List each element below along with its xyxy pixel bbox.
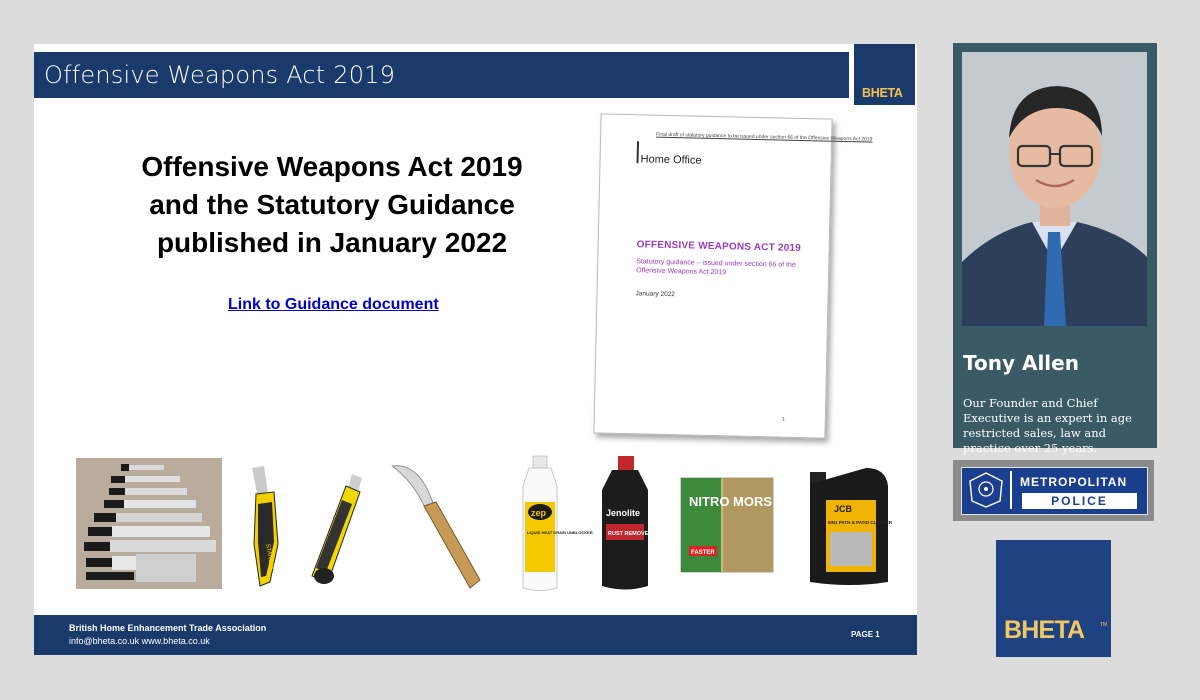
pruning-knife-image [390,462,482,590]
slide-title: Offensive Weapons Act 2019 [44,61,396,89]
jenolite-label: RUST REMOVER [608,531,653,537]
document-header-note: Final draft of statutory guidance to be issued under section 66 of the Offensive Weapons Act 2019 [656,131,873,143]
profile-name: Tony Allen [963,351,1079,375]
zep-brand: zep [531,508,547,518]
snap-off-cutter-image [306,472,376,587]
slide-title-bar [34,52,849,98]
jcb-brand: JCB [834,504,853,514]
bheta-logo-tm: TM [1100,622,1108,628]
jenolite-rust-remover-image [598,456,652,593]
heading-line-2: and the Statutory Guidance [149,189,515,220]
guidance-document-link[interactable]: Link to Guidance document [228,296,439,313]
nitromors-badge: FASTER [691,550,715,556]
met-line-1: METROPOLITAN [1020,475,1128,489]
met-crest-icon [966,471,1012,509]
document-title: OFFENSIVE WEAPONS ACT 2019 [636,239,802,254]
home-office-crest-icon [637,141,639,163]
jcb-label: 5IN1 PATH & PATIO CLEANER [828,520,893,525]
nitromors-paint-remover-image [679,474,775,574]
nitromors-brand: NITRO MORS [689,494,773,509]
met-logo-panel [961,467,1148,515]
footer-org: British Home Enhancement Trade Association [69,623,267,633]
stanley-utility-knife-image [244,464,284,589]
footer-page-number: PAGE 1 [851,630,880,639]
heading-line-3: published in January 2022 [156,227,508,258]
slide-footer [34,615,917,655]
bheta-logo-large-text: BHETA [1004,616,1085,644]
metropolitan-police-logo [953,460,1154,521]
heading-line-1: Offensive Weapons Act 2019 [141,151,523,182]
document-subtitle: Statutory guidance – issued under section 66 of the Offensive Weapons Act 2019 [636,258,796,277]
profile-description: Our Founder and Chief Executive is an expert in age restricted sales, law and practice over 25 years. [963,396,1132,455]
bheta-logo-small-text: BHETA [862,86,903,100]
footer-contact: info@bheta.co.uk www.bheta.co.uk [69,636,210,646]
stanley-brand: STANLEY [264,543,275,571]
jenolite-brand: Jenolite [606,508,641,518]
zep-drain-unblocker-image [517,456,593,593]
profile-photo [962,52,1147,326]
slide-heading [94,148,570,262]
met-line-2: POLICE [1051,494,1108,508]
document-page-number: 1 [781,416,785,423]
zep-label: LIQUID HEAT DRAIN UNBLOCKER [527,530,593,535]
profile-card [953,43,1157,455]
guidance-document-thumbnail [593,113,873,438]
slide [34,44,917,655]
met-line-2-box [1022,493,1137,509]
bheta-logo-large [996,540,1111,657]
document-date: January 2022 [635,290,676,299]
jcb-patio-cleaner-image [806,462,892,588]
document-org: Home Office [640,153,702,167]
bheta-logo-small [854,44,915,105]
knives-image [76,458,222,589]
